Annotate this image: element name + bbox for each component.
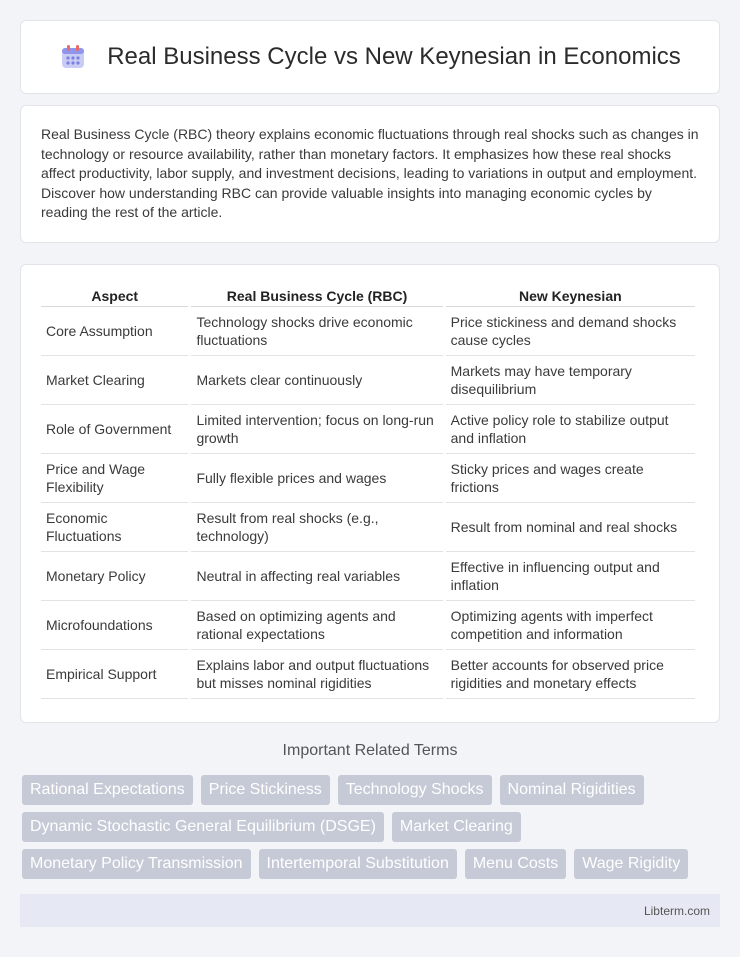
table-cell: Based on optimizing agents and rational expectations [191, 601, 442, 650]
table-cell: Role of Government [41, 405, 188, 454]
table-cell: Monetary Policy [41, 552, 188, 601]
table-cell: Economic Fluctuations [41, 503, 188, 552]
term-tag[interactable]: Nominal Rigidities [500, 775, 644, 805]
table-row [41, 552, 695, 601]
table-cell: Markets may have temporary disequilibrium [446, 356, 695, 405]
table-row [41, 405, 695, 454]
table-cell: Market Clearing [41, 356, 188, 405]
page-header [20, 20, 720, 94]
comparison-table [38, 285, 698, 699]
table-cell: Effective in influencing output and inflation [446, 552, 695, 601]
related-terms-list [22, 775, 722, 879]
table-cell: Fully flexible prices and wages [191, 454, 442, 503]
table-cell: Markets clear continuously [191, 356, 442, 405]
table-cell: Result from real shocks (e.g., technology) [191, 503, 442, 552]
table-cell: Price and Wage Flexibility [41, 454, 188, 503]
term-tag[interactable]: Intertemporal Substitution [259, 849, 457, 879]
footer-link[interactable]: Libterm.com [643, 903, 710, 918]
table-cell: Limited intervention; focus on long-run growth [191, 405, 442, 454]
table-cell: Microfoundations [41, 601, 188, 650]
table-header-row [41, 285, 695, 307]
term-tag[interactable]: Rational Expectations [22, 775, 193, 805]
table-cell: Optimizing agents with imperfect competition and information [446, 601, 695, 650]
footer [20, 894, 720, 927]
term-tag[interactable]: Menu Costs [465, 849, 566, 879]
table-row [41, 454, 695, 503]
table-row [41, 503, 695, 552]
intro-paragraph: Real Business Cycle (RBC) theory explains economic fluctuations through real shocks such as changes in technology or resource availability, rather than monetary factors. It emphasizes how these real shocks affect productivity, labor supply, and investment decisions, leading to variations in output and employment. Discover how understanding RBC can provide valuable insights into managing economic cycles by reading the rest of the article. [20, 105, 720, 243]
column-header: Aspect [41, 285, 188, 307]
term-tag[interactable]: Price Stickiness [201, 775, 330, 805]
calendar-icon [59, 43, 87, 71]
table-cell: Better accounts for observed price rigidities and monetary effects [446, 650, 695, 699]
table-cell: Result from nominal and real shocks [446, 503, 695, 552]
page-title: Real Business Cycle vs New Keynesian in Economics [107, 43, 681, 70]
term-tag[interactable]: Market Clearing [392, 812, 521, 842]
table-cell: Sticky prices and wages create frictions [446, 454, 695, 503]
comparison-table-card [20, 264, 720, 723]
column-header: Real Business Cycle (RBC) [191, 285, 442, 307]
table-row [41, 650, 695, 699]
table-row [41, 356, 695, 405]
term-tag[interactable]: Wage Rigidity [574, 849, 688, 879]
table-cell: Technology shocks drive economic fluctuations [191, 307, 442, 356]
term-tag[interactable]: Monetary Policy Transmission [22, 849, 251, 879]
column-header: New Keynesian [446, 285, 695, 307]
term-tag[interactable]: Dynamic Stochastic General Equilibrium (DSGE) [22, 812, 384, 842]
table-cell: Neutral in affecting real variables [191, 552, 442, 601]
related-terms-title: Important Related Terms [282, 742, 458, 759]
table-row [41, 601, 695, 650]
table-cell: Empirical Support [41, 650, 188, 699]
table-cell: Explains labor and output fluctuations but misses nominal rigidities [191, 650, 442, 699]
table-row [41, 307, 695, 356]
table-cell: Price stickiness and demand shocks cause cycles [446, 307, 695, 356]
table-cell: Active policy role to stabilize output and inflation [446, 405, 695, 454]
table-cell: Core Assumption [41, 307, 188, 356]
term-tag[interactable]: Technology Shocks [338, 775, 492, 805]
